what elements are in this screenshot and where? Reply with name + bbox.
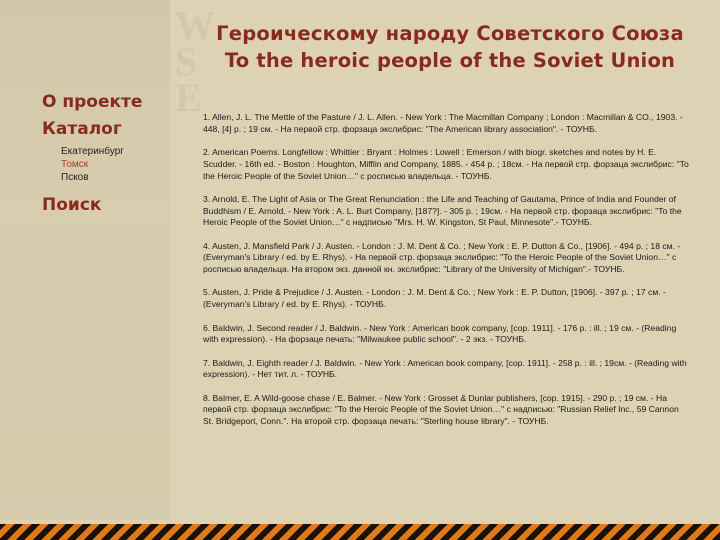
background-soldier-photo xyxy=(0,0,170,520)
catalog-item-tomsk[interactable]: Томск xyxy=(61,159,89,170)
catalog-item-pskov[interactable]: Псков xyxy=(61,172,89,183)
catalog-submenu xyxy=(61,145,124,184)
nav-search-link[interactable]: Поиск xyxy=(42,195,102,215)
background-watermark: W S E xyxy=(175,3,219,120)
page-title xyxy=(200,20,700,74)
catalog-entry: 7. Baldwin, J. Eighth reader / J. Baldwin. - New York : American book company, [cop. 1911]. - 258 p. : ill. ; 19см. - (Reading with expression). - Нет тит. л. - ТОУНБ. xyxy=(203,357,687,380)
title-russian: Героическому народу Советского Союза xyxy=(216,22,684,45)
catalog-entry: 3. Arnold, E. The Light of Asia or The Great Renunciation : the Life and Teaching of Gautama, Prince of India and Founder of Buddhism / E. Arnold. - New York : A. L. Burt Company, [187?]. - 305 p. ; 19см. - На первой стр. форзаца экслибрис: "To the Heroic People of the Soviet Union…" с надписью "Mrs. H. W. Kingston, St Paul, Minnesote".- ТОУНБ. xyxy=(203,193,682,228)
catalog-entry: 6. Baldwin, J. Second reader / J. Baldwin. - New York : American book company, [cop. 1911]. - 176 p. : ill. ; 19 см. - (Reading with expression). - На форзаце печать: "Milwaukee public school". - 2 экз. - ТОУНБ. xyxy=(203,322,677,345)
nav-about-link[interactable]: О проекте xyxy=(42,92,143,112)
catalog-entry: 2. American Poems. Longfellow : Whittier : Bryant : Holmes : Lowell : Emerson / with biogr. sketches and notes by H. E. Scudder. - 16th ed. - Boston : Houghton, Mifflin and Company, 1885. - 454 p. ; 18см. - На первой стр. форзаца экслибрис: "To the Heroic People of the Soviet Union…" с росписью владельца. - ТОУНБ. xyxy=(203,147,689,181)
st-george-ribbon xyxy=(0,524,720,540)
catalog-entry: 8. Balmer, E. A Wild-goose chase / E. Balmer. - New York : Grosset & Dunlar publishers, [cop. 1915]. - 290 p. ; 19 см. - На первой стр. форзаца экслибрис: "To the Heroic People of the Soviet Union…" с надписью: "Russian Relief Inc., 59 Cannon St. Bridgeport, Conn.". На второй стр. форзаца печать: "Sterling house library". - ТОУНБ. xyxy=(203,392,679,427)
catalog-entry: 5. Austen, J. Pride & Prejudice / J. Austen. - London : J. M. Dent & Co. ; New York : E. P. Dutton, [1906]. - 397 p. ; 17 см. - (Everyman's Library / ed. by E. Rhys). - ТОУНБ. xyxy=(203,287,666,310)
catalog-entries-list xyxy=(203,112,689,440)
catalog-entry: 1. Allen, J. L. The Mettle of the Pasture / J. L. Allen. - New York : The Macmillan Company ; London : Macmillan & CO., 1903. - 448, [4] p. ; 19 см. - На первой стр. форзаца экслибрис: "The American library association". - ТОУНБ. xyxy=(203,112,683,134)
catalog-entry: 4. Austen, J. Mansfield Park / J. Austen. - London : J. M. Dent & Co. ; New York : E. P. Dutton & Co., [1906]. - 494 p. ; 18 см. - (Everyman's Library / ed. by E. Rhys). - На первой стр. форзаца экслибрис: "To the Heroic People of the Soviet Union…" с росписью владельца. На втором экз. данной кн. экслибрис: "Library of the University of Michigan".- ТОУНБ. xyxy=(203,240,681,275)
title-english: To the heroic people of the Soviet Union xyxy=(224,49,676,72)
catalog-item-ekaterinburg[interactable]: Екатеринбург xyxy=(61,146,124,157)
nav-catalog-link[interactable]: Каталог xyxy=(42,119,122,139)
